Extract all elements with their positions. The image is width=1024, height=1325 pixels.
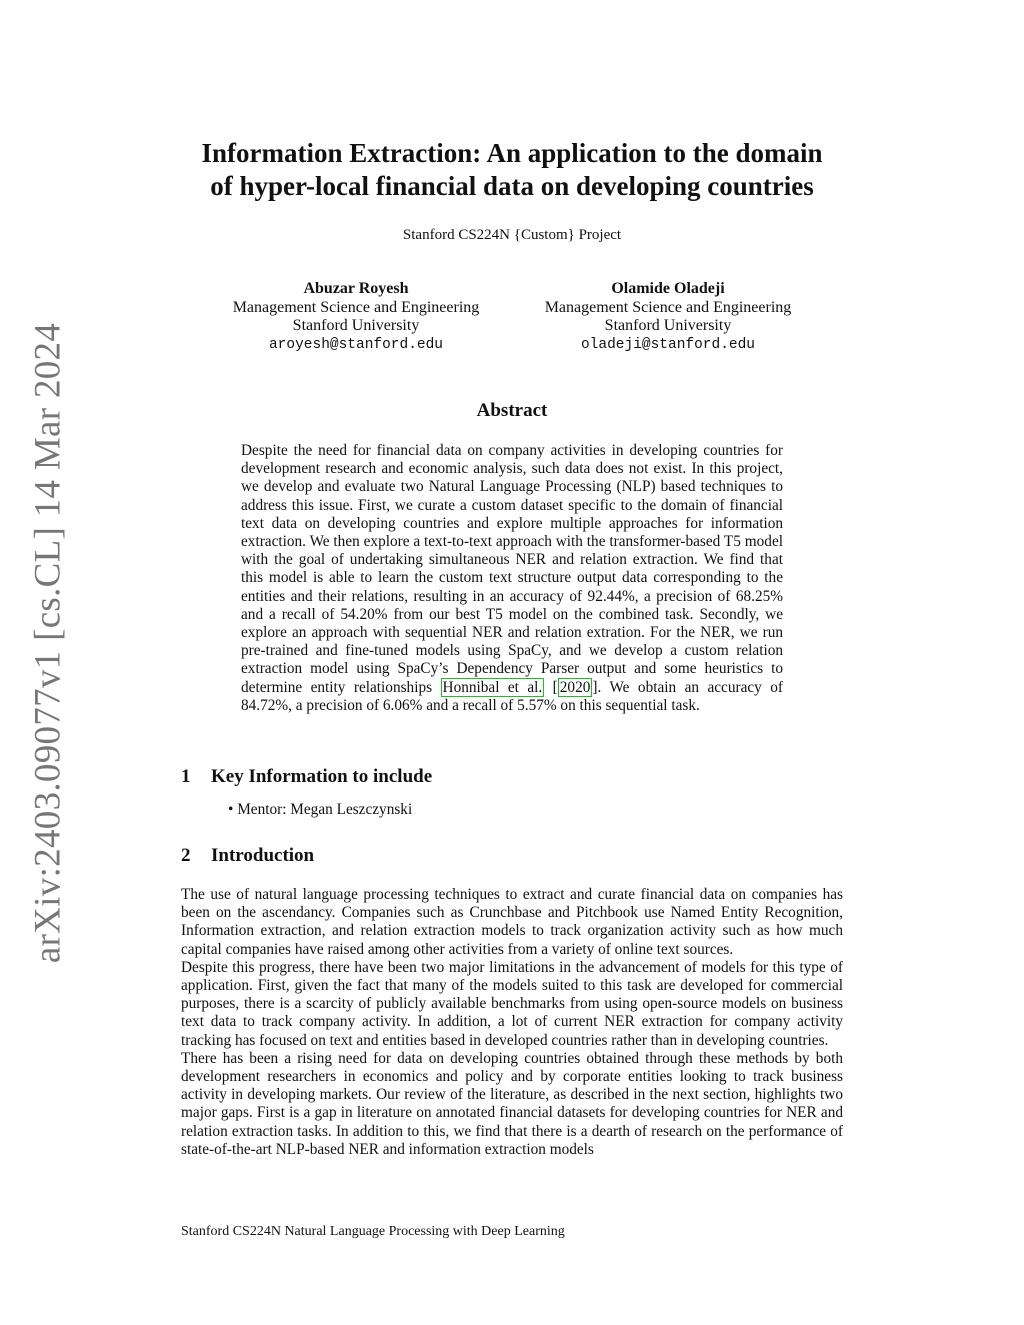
author-block-1 [206,280,506,354]
author-department: Management Science and Engineering [232,298,480,316]
author-name: Abuzar Royesh [303,280,409,297]
abstract-text-end: . We obtain an accuracy of 84.72%, a precision of 6.06% and a recall of 5.57% on this sequential task. [241,678,783,714]
introduction-body [181,886,843,1159]
section-heading-key-information [181,766,432,788]
section-number: 1 [181,766,191,787]
section-number: 2 [181,845,191,866]
project-subtitle: Stanford CS224N {Custom} Project [402,227,622,243]
section-title: Key Information to include [211,766,433,787]
title-line-1: Information Extraction: An application to the domain [201,138,823,168]
author-department: Management Science and Engineering [544,298,792,316]
arxiv-identifier-stamp: arXiv:2403.09077v1 [cs.CL] 14 Mar 2024 [27,322,69,964]
paper-title [150,137,874,203]
abstract-heading: Abstract [476,400,548,421]
abstract-body: Despite the need for financial data on company activities in developing countries for development research and economic analysis, such data does not exist. In this project, we develop and evaluate two Natural Language Processing (NLP) based techniques to address this issue. First, we curate a custom dataset specific to the domain of financial text data on developing countries and explore multiple approaches for information extraction. We then explore a text-to-text approach with the transformer-based T5 model with the goal of undertaking simultaneous NER and relation extraction. We find that this model is able to learn the custom text structure output data corresponding to the entities and their relations, resulting in an accuracy of 92.44%, a precision of 68.25% and a recall of 54.20% from our best T5 model on the combined task. Secondly, we explore an approach with sequential NER and relation extration. For the NER, we run pre-trained and fine-tuned models using SpaCy, and we develop a custom relation extraction model using SpaCy’s Dependency Parser output and some heuristics to determine entity relationships Honnibal et al. [ 2020 ]. We obtain an accuracy of 84.72%, a precision of 6.06% and a recall of 5.57% on this sequential task. [241,442,783,714]
author-block-2 [518,280,818,354]
citation-link-year[interactable]: 2020 [559,678,591,696]
title-line-2: of hyper-local financial data on developing countries [210,171,814,201]
section-heading-introduction [181,845,314,867]
author-email: aroyesh@stanford.edu [268,336,444,353]
section-title: Introduction [211,845,315,866]
author-affiliation: Stanford University [292,317,420,334]
author-affiliation: Stanford University [604,317,732,334]
intro-paragraph-2: Despite this progress, there have been two major limitations in the advancement of models for this type of application. First, given the fact that many of the models suited to this task are developed for commercial purposes, there is a scarcity of publicly available benchmarks from using open-source models on business text data to track company activity. In addition, a lot of current NER extraction for company activity tracking has focused on text and entities based in developed countries rather than in developing countries. [181,958,843,1049]
author-email: oladeji@stanford.edu [580,336,756,353]
mentor-bullet-item [228,801,412,819]
bullet-text: Mentor: Megan Leszczynski [237,801,413,818]
bullet-icon: • [228,801,234,818]
citation-link-author[interactable]: Honnibal et al. [442,678,543,696]
author-name: Olamide Oladeji [611,280,725,297]
intro-paragraph-3: There has been a rising need for data on developing countries obtained through these methods by both development researchers in economics and policy and by corporate entities looking to track business activity in developing markets. Our review of the literature, as described in the next section, highlights two major gaps. First is a gap in literature on annotated financial datasets for developing countries for NER and relation extraction tasks. In addition to this, we find that there is a dearth of research on the performance of state-of-the-art NLP-based NER and information extraction models [181,1049,843,1158]
intro-paragraph-1: The use of natural language processing techniques to extract and curate financial data on companies has been on the ascendancy. Companies such as Crunchbase and Pitchbook use Named Entity Recognition, Information extraction, and relation extraction models to track organization activity such as how much capital companies have raised among other activities from a variety of online text sources. [181,886,843,958]
abstract-text: Despite the need for financial data on company activities in developing countries for development research and economic analysis, such data does not exist. In this project, we develop and evaluate two Natural Language Processing (NLP) based techniques to address this issue. First, we curate a custom dataset specific to the domain of financial text data on developing countries and explore multiple approaches for information extraction. We then explore a text-to-text approach with the transformer-based T5 model with the goal of undertaking simultaneous NER and relation extraction. We find that this model is able to learn the custom text structure output data corresponding to the entities and their relations, resulting in an accuracy of 92.44%, a precision of 68.25% and a recall of 54.20% from our best T5 model on the combined task. Secondly, we explore an approach with sequential NER and relation extration. For the NER, we run pre-trained and fine-tuned models using SpaCy, and we develop a custom relation extraction model using SpaCy’s Dependency Parser output and some heuristics to determine entity relationships [241,442,783,696]
page-footer: Stanford CS224N Natural Language Processing with Deep Learning [181,1224,565,1239]
